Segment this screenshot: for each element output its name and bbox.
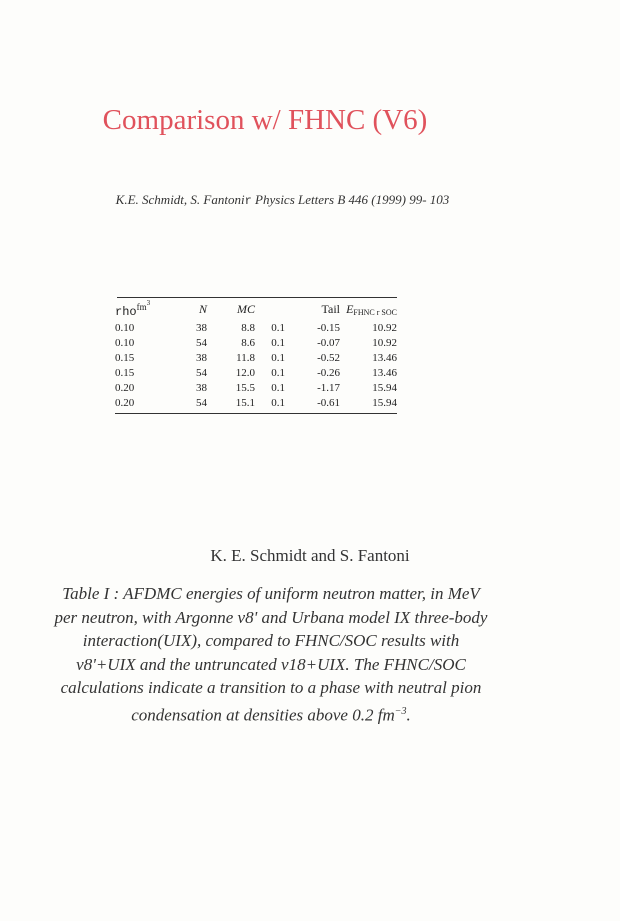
table-body	[115, 320, 397, 410]
caption-line: condensation at densities above 0.2 $fm^{-3}$.	[131, 705, 411, 725]
cell-error: 0.1	[271, 321, 285, 334]
cell-n: 54	[196, 336, 207, 349]
header-n: N	[198, 301, 207, 316]
cell-error: 0.1	[271, 351, 285, 364]
cell-tail: -0.15	[317, 321, 340, 334]
caption-line: calculations indicate a transition to a phase with neutral pion	[60, 678, 482, 698]
table-row	[115, 350, 397, 365]
cell-tail: -0.26	[317, 366, 340, 379]
table-row	[115, 335, 397, 350]
table-caption	[10, 582, 532, 727]
citation	[0, 192, 565, 208]
header-rho: rho$^{fm3}$	[115, 299, 151, 319]
cell-n: 38	[196, 351, 207, 364]
cell-e: 10.92	[372, 336, 397, 349]
cell-n: 38	[196, 381, 207, 394]
header-mc: MC	[237, 301, 255, 316]
caption-line: v8'+UIX and the untruncated v18+UIX. The FHNC/SOC	[76, 654, 466, 674]
cell-rho: 0.20	[115, 396, 135, 409]
cell-e: 10.92	[372, 321, 397, 334]
cell-error: 0.1	[271, 336, 285, 349]
table-row	[115, 380, 397, 395]
table-row	[115, 395, 397, 410]
cell-e: 13.46	[372, 351, 397, 364]
caption-line: per neutron, with Argonne v8' and Urbana model IX three-body	[54, 607, 488, 627]
table-row	[115, 365, 397, 380]
header-error	[255, 298, 285, 320]
cell-e: 15.94	[372, 381, 397, 394]
cell-tail: -1.17	[317, 381, 340, 394]
cell-rho: 0.15	[115, 366, 135, 379]
cell-tail: -0.07	[317, 336, 340, 349]
cell-n: 38	[196, 321, 207, 334]
cell-error: 0.1	[271, 396, 285, 409]
caption-line: Table I : AFDMC energies of uniform neutron matter, in MeV	[62, 584, 480, 603]
cell-rho: 0.10	[115, 336, 135, 349]
slide-title: Comparison w/ FHNC (V6)	[102, 104, 428, 136]
header-e: $E_{FHNC r SOC}$	[346, 301, 397, 317]
cell-n: 54	[196, 366, 207, 379]
cell-n: 54	[196, 396, 207, 409]
cell-rho: 0.15	[115, 351, 135, 364]
results-table	[115, 297, 397, 414]
authors-line: K. E. Schmidt and S. Fantoni	[210, 546, 410, 565]
citation-journal: Physics Letters B 446 (1999) 99- 103	[251, 192, 450, 207]
cell-mc: 11.8	[236, 351, 255, 364]
cell-e: 13.46	[372, 366, 397, 379]
citation-separator: r	[244, 194, 252, 208]
cell-mc: 15.1	[235, 396, 255, 409]
cell-error: 0.1	[271, 381, 285, 394]
cell-mc: 8.8	[241, 321, 255, 334]
cell-tail: -0.61	[317, 396, 340, 409]
cell-e: 15.94	[372, 396, 397, 409]
table-row	[115, 320, 397, 335]
cell-error: 0.1	[271, 366, 285, 379]
cell-mc: 12.0	[235, 366, 255, 379]
cell-rho: 0.10	[115, 321, 135, 334]
cell-rho: 0.20	[115, 381, 135, 394]
header-tail: Tail	[321, 301, 340, 316]
caption-line: interaction(UIX), compared to FHNC/SOC results with	[82, 631, 460, 651]
citation-authors: K.E. Schmidt, S. Fantoni	[115, 192, 245, 207]
table-header-row	[115, 298, 397, 320]
cell-mc: 8.6	[241, 336, 255, 349]
cell-mc: 15.5	[235, 381, 255, 394]
table-bottom-rule	[115, 413, 397, 414]
cell-tail: -0.52	[317, 351, 340, 364]
